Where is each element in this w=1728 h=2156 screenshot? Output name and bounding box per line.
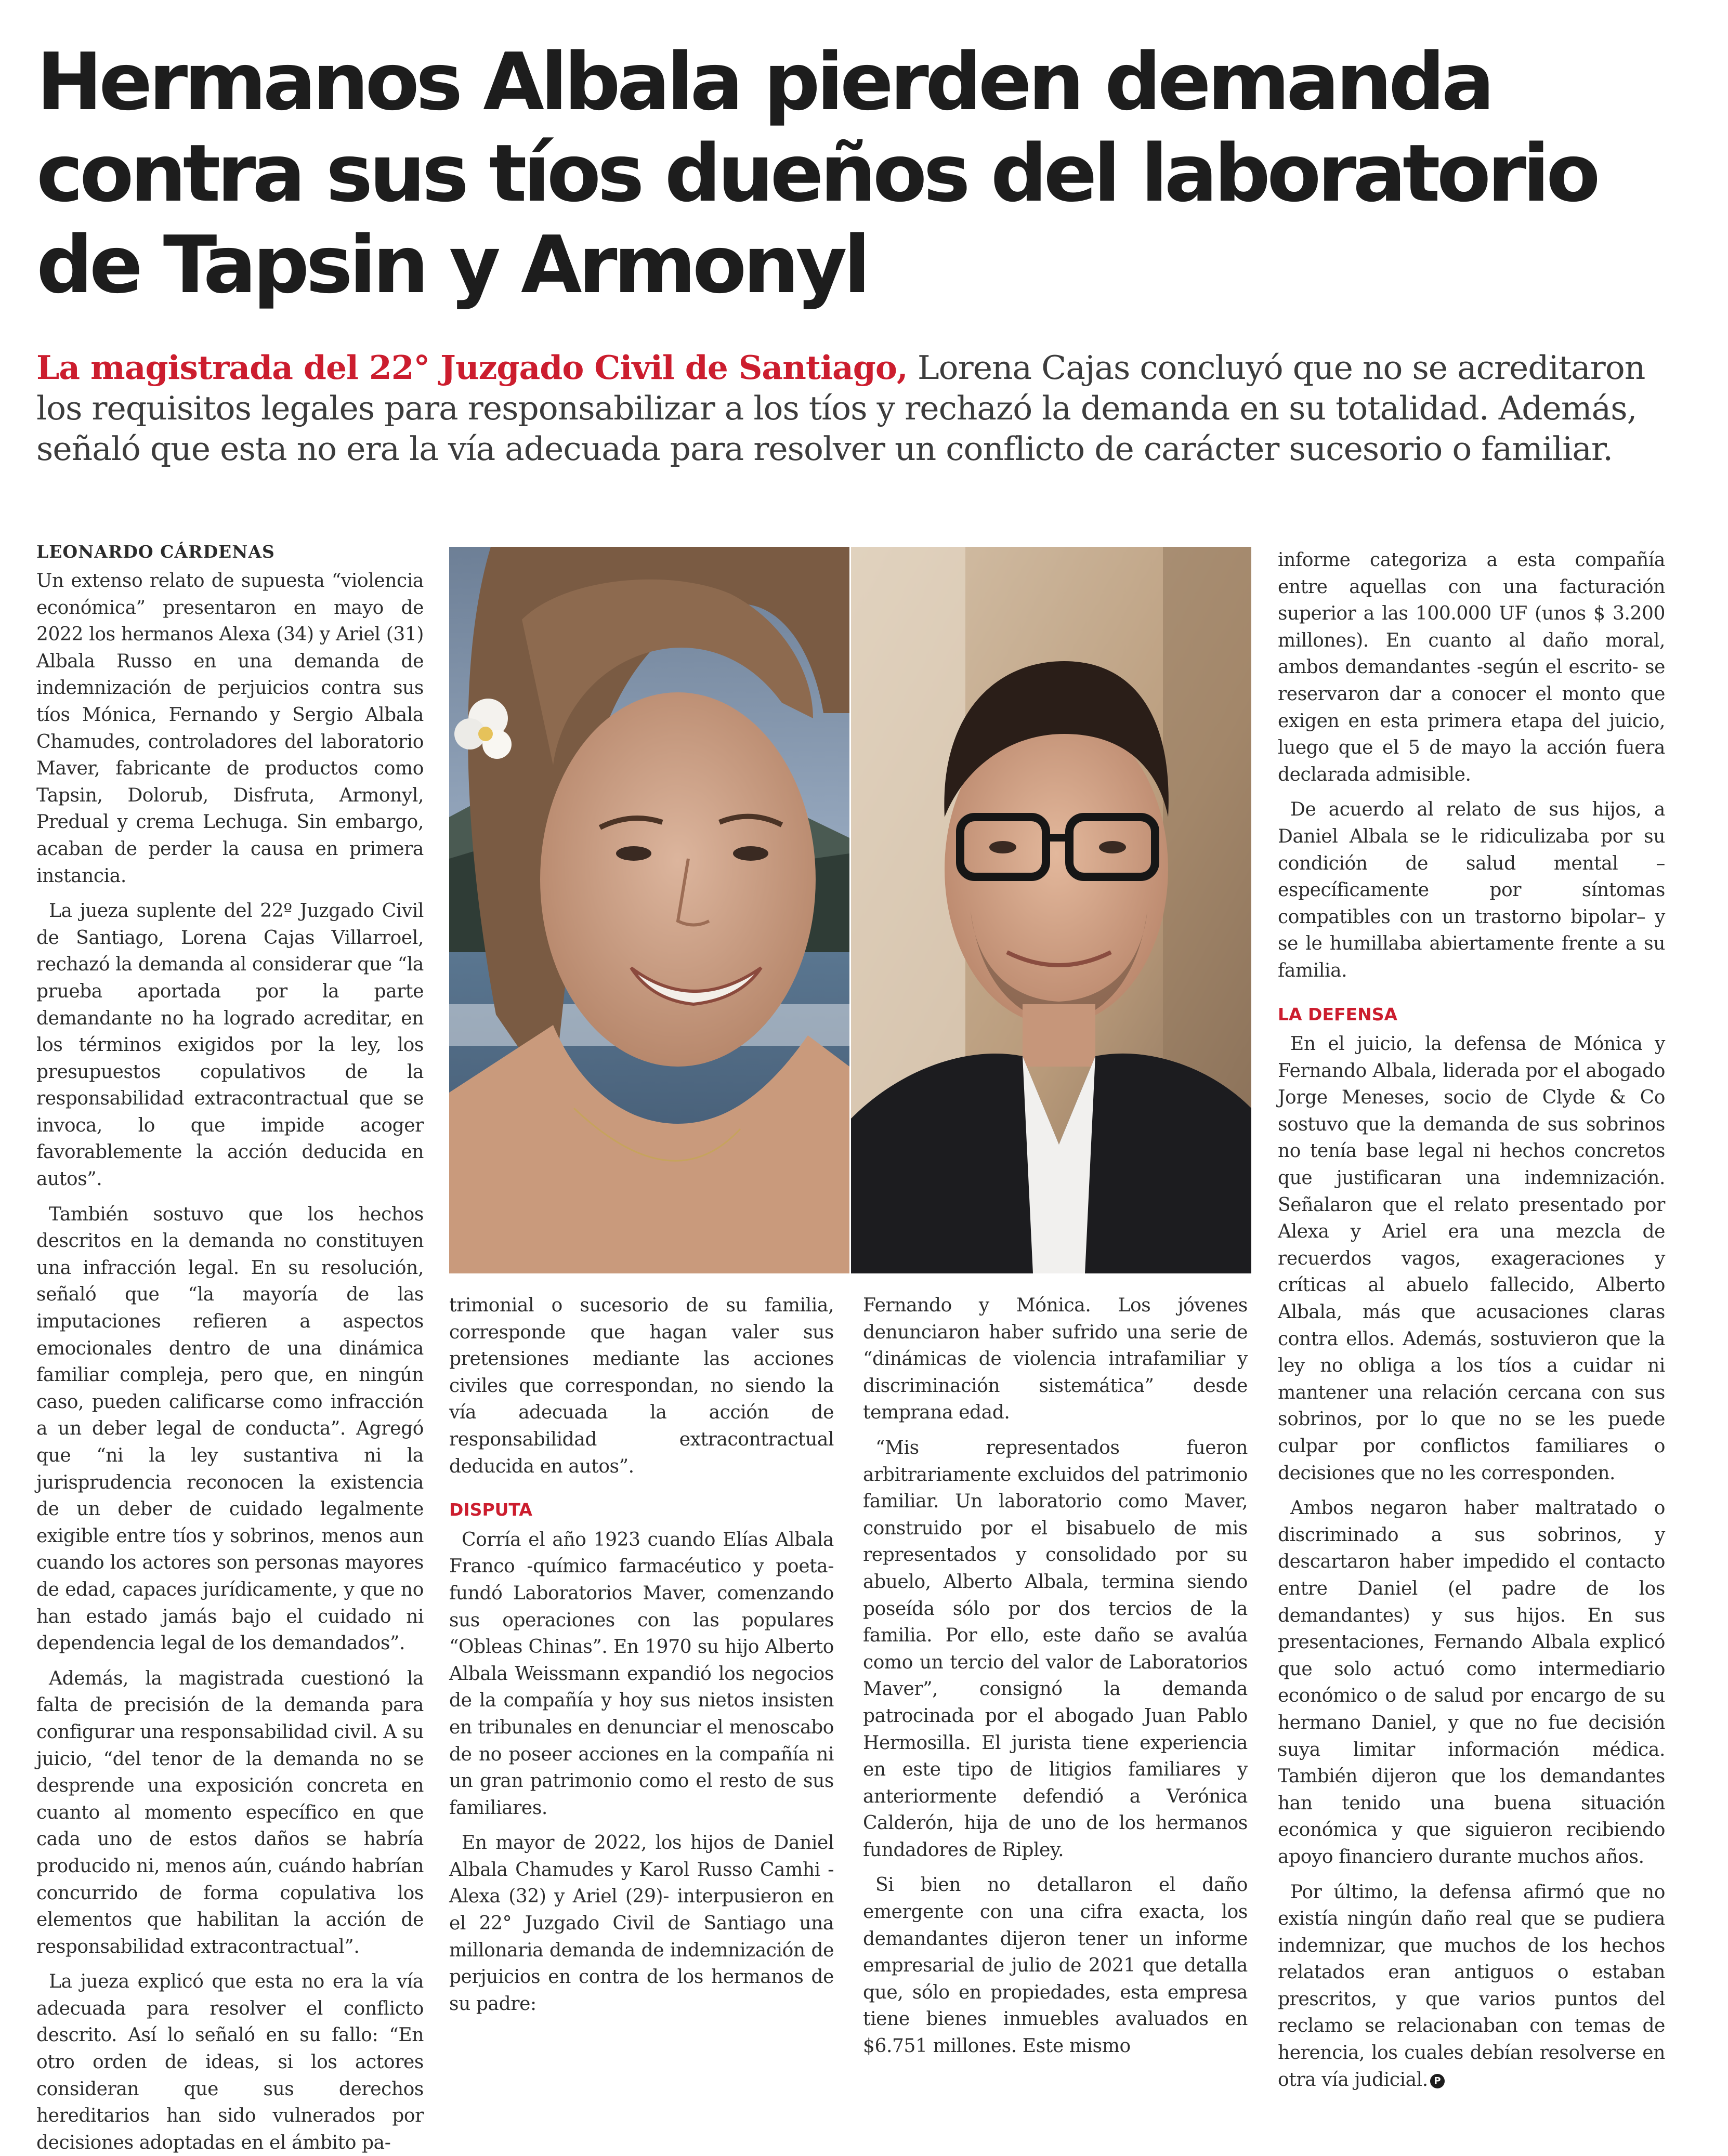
column-4-paragraph: De acuerdo al relato de sus hijos, a Daniel Albala se le ridiculizaba por su condición de salud mental –específicamente por síntomas compatibles con un trastorno bipolar– y se le humillaba abiertamente frente a su familia. xyxy=(1278,799,1665,981)
column-3-paragraph: Si bien no detallaron el daño emergente con una cifra exacta, los demandantes dijeron tener un informe empresarial de julio de 2021 que detalla que, sólo en propiedades, esta empresa tiene bienes inmuebles avaluados en $6.751 millones. Este mismo xyxy=(863,1874,1248,2057)
column-2 xyxy=(449,1292,834,2015)
column-4-paragraph: En el juicio, la defensa de Mónica y Fernando Albala, liderada por el abogado Jorge Meneses, socio de Clyde & Co sostuvo que la demanda de sus sobrinos no tenía base legal ni hechos concretos que justificaran una indemnización. Señalaron que el relato presentado por Alexa y Ariel era una mezcla de recuerdos vagos, exageraciones y críticas al abuelo fallecido, Alberto Albala, más que acusaciones claras contra ellos. Además, sostuvieron que la ley no obliga a los tíos a cuidar ni mantener una relación cercana con sus sobrinos, por lo que no se les puede culpar por conflictos familiares o decisiones que no les corresponden. xyxy=(1278,1033,1665,1484)
column-4-paragraph: informe categoriza a esta compañía entre aquellas con una facturación superior a las 100.000 UF (unos $ 3.200 millones). En cuanto al daño moral, ambos demandantes -según el escrito- se reservaron dar a conocer el monto que exigen en esta primera etapa del juicio, luego que el 5 de mayo la acción fuera declarada admisible. xyxy=(1278,549,1665,785)
column-1-paragraph: La jueza suplente del 22º Juzgado Civil de Santiago, Lorena Cajas Villarroel, rechazó la demanda al considerar que “la prueba aportada por la parte demandante no ha logrado acreditar, en los términos exigidos por la ley, los presupuestos copulativos de la responsabilidad extracontractual que se invoca, lo que impide acoger favorablemente la acción deducida en autos”. xyxy=(36,900,424,1190)
column-2-paragraph: trimonial o sucesorio de su familia, corresponde que hagan valer sus pretensiones mediante las acciones civiles que correspondan, no siendo la vía adecuada la acción de responsabilidad extracontractual deducida en autos”. xyxy=(449,1295,834,1477)
photo-alexa-image xyxy=(449,547,849,1273)
column-4-paragraph xyxy=(1278,1879,1665,2094)
headline xyxy=(36,36,1690,311)
headline-line-1: Hermanos Albala pierden demanda xyxy=(36,36,1491,128)
column-1-paragraph: Además, la magistrada cuestionó la falta de precisión de la demanda para configurar una responsabilidad civil. A su juicio, “del tenor de la demanda no se desprende una exposición concreta en cuanto al momento específico en que cada uno de estos daños se habría producido ni, menos aún, cuándo habrían concurrido de forma copulativa los elementos que habilitan la acción de responsabilidad extracontractual”. xyxy=(36,1667,424,1957)
column-4 xyxy=(1278,547,1665,2091)
lead-paragraph xyxy=(36,347,1690,469)
headline-line-3: de Tapsin y Armonyl xyxy=(36,219,867,311)
subhead-la-defensa: LA DEFENSA xyxy=(1278,1004,1398,1024)
column-4-last-text: Por último, la defensa afirmó que no existía ningún daño real que se pudiera indemnizar, que muchos de los hechos relatados eran antiguos o estaban prescritos, y que varios puntos del reclamo se relacionaban con temas de herencia, los cuales debían resolverse en otra vía judicial. xyxy=(1278,1881,1665,2091)
end-of-article-icon: P xyxy=(1430,2074,1445,2088)
lead-text: Lorena Cajas concluyó que no se acreditaron los requisitos legales para responsabilizar a los tíos y rechazó la demanda en su totalidad. Además, señaló que esta no era la vía adecuada para resolver un conflicto de carácter sucesorio o familiar. xyxy=(36,349,1645,468)
photo-alexa xyxy=(449,547,849,1273)
headline-line-2: contra sus tíos dueños del laboratorio xyxy=(36,127,1597,219)
lead-highlight: La magistrada del 22° Juzgado Civil de Santiago, xyxy=(36,348,908,387)
column-1-paragraph: También sostuvo que los hechos descritos en la demanda no constituyen una infracción legal. En su resolución, señaló que “la mayoría de las imputaciones refieren a aspectos emocionales dentro de una dinámica familiar compleja, pero que, en ningún caso, pueden calificarse como infracción a un deber legal de conducta”. Agregó que “ni la ley sustantiva ni la jurisprudencia reconocen la existencia de un deber de cuidado legalmente exigible entre tíos y sobrinos, menos aun cuando los actores son personas mayores de edad, capaces jurídicamente, y que no han estado jamás bajo el cuidado ni dependencia legal de los demandados”. xyxy=(36,1203,424,1654)
column-1 xyxy=(36,568,424,2153)
photo-ariel-image xyxy=(851,547,1251,1273)
column-1-paragraph: Un extenso relato de supuesta “violencia económica” presentaron en mayo de 2022 los hermanos Alexa (34) y Ariel (31) Albala Russo en una demanda de indemnización de perjuicios contra sus tíos Mónica, Fernando y Sergio Albala Chamudes, controladores del laboratorio Maver, fabricante de productos como Tapsin, Dolorub, Disfruta, Armonyl, Predual y crema Lechuga. Sin embargo, acaban de perder la causa en primera instancia. xyxy=(36,570,424,887)
photo-ariel xyxy=(851,547,1251,1273)
column-2-paragraph: En mayor de 2022, los hijos de Daniel Albala Chamudes y Karol Russo Camhi -Alexa (32) y Ariel (29)- interpusieron en el 22° Juzgado Civil de Santiago una millonaria demanda de indemnización de perjuicios en contra de los hermanos de su padre: xyxy=(449,1832,834,2015)
column-3-paragraph: “Mis representados fueron arbitrariamente excluidos del patrimonio familiar. Un laboratorio como Maver, construido por el bisabuelo de mis representados y consolidado por su abuelo, Alberto Albala, termina siendo poseída sólo por dos tercios de la familia. Por ello, este daño se avalúa como un tercio del valor de Laboratorios Maver”, consignó la demanda patrocinada por el abogado Juan Pablo Hermosilla. El jurista tiene experiencia en este tipo de litigios familiares y anteriormente defendió a Verónica Calderón, hija de uno de los hermanos fundadores de Ripley. xyxy=(863,1437,1248,1861)
subhead-disputa: DISPUTA xyxy=(449,1500,532,1520)
column-1-paragraph: La jueza explicó que esta no era la vía adecuada para resolver el conflicto descrito. Así lo señaló en su fallo: “En otro orden de ideas, si los actores consideran que sus derechos hereditarios han sido vulnerados por decisiones adoptadas en el ámbito pa- xyxy=(36,1971,424,2153)
column-4-paragraph: Ambos negaron haber maltratado o discriminado a sus sobrinos, y descartaron haber impedido el contacto entre Daniel (el padre de los demandantes) y sus hijos. En sus presentaciones, Fernando Albala explicó que solo actuó como intermediario económico o de salud por encargo de su hermano Daniel, y que no fue decisión suya limitar información médica. También dijeron que los demandantes han tenido una buena situación económica y que siguieron recibiendo apoyo financiero durante muchos años. xyxy=(1278,1497,1665,1868)
column-3 xyxy=(863,1292,1248,2057)
byline: LEONARDO CÁRDENAS xyxy=(36,542,275,562)
column-2-paragraph: Corría el año 1923 cuando Elías Albala Franco -químico farmacéutico y poeta- fundó Laboratorios Maver, comenzando sus operaciones con las populares “Obleas Chinas”. En 1970 su hijo Alberto Albala Weissmann expandió los negocios de la compañía y hoy sus nietos insisten en tribunales en denunciar el menoscabo de no poseer acciones en la compañía ni un gran patrimonio como el resto de sus familiares. xyxy=(449,1529,834,1819)
column-3-paragraph: Fernando y Mónica. Los jóvenes denunciaron haber sufrido una serie de “dinámicas de violencia intrafamiliar y discriminación sistemática” desde temprana edad. xyxy=(863,1295,1248,1424)
